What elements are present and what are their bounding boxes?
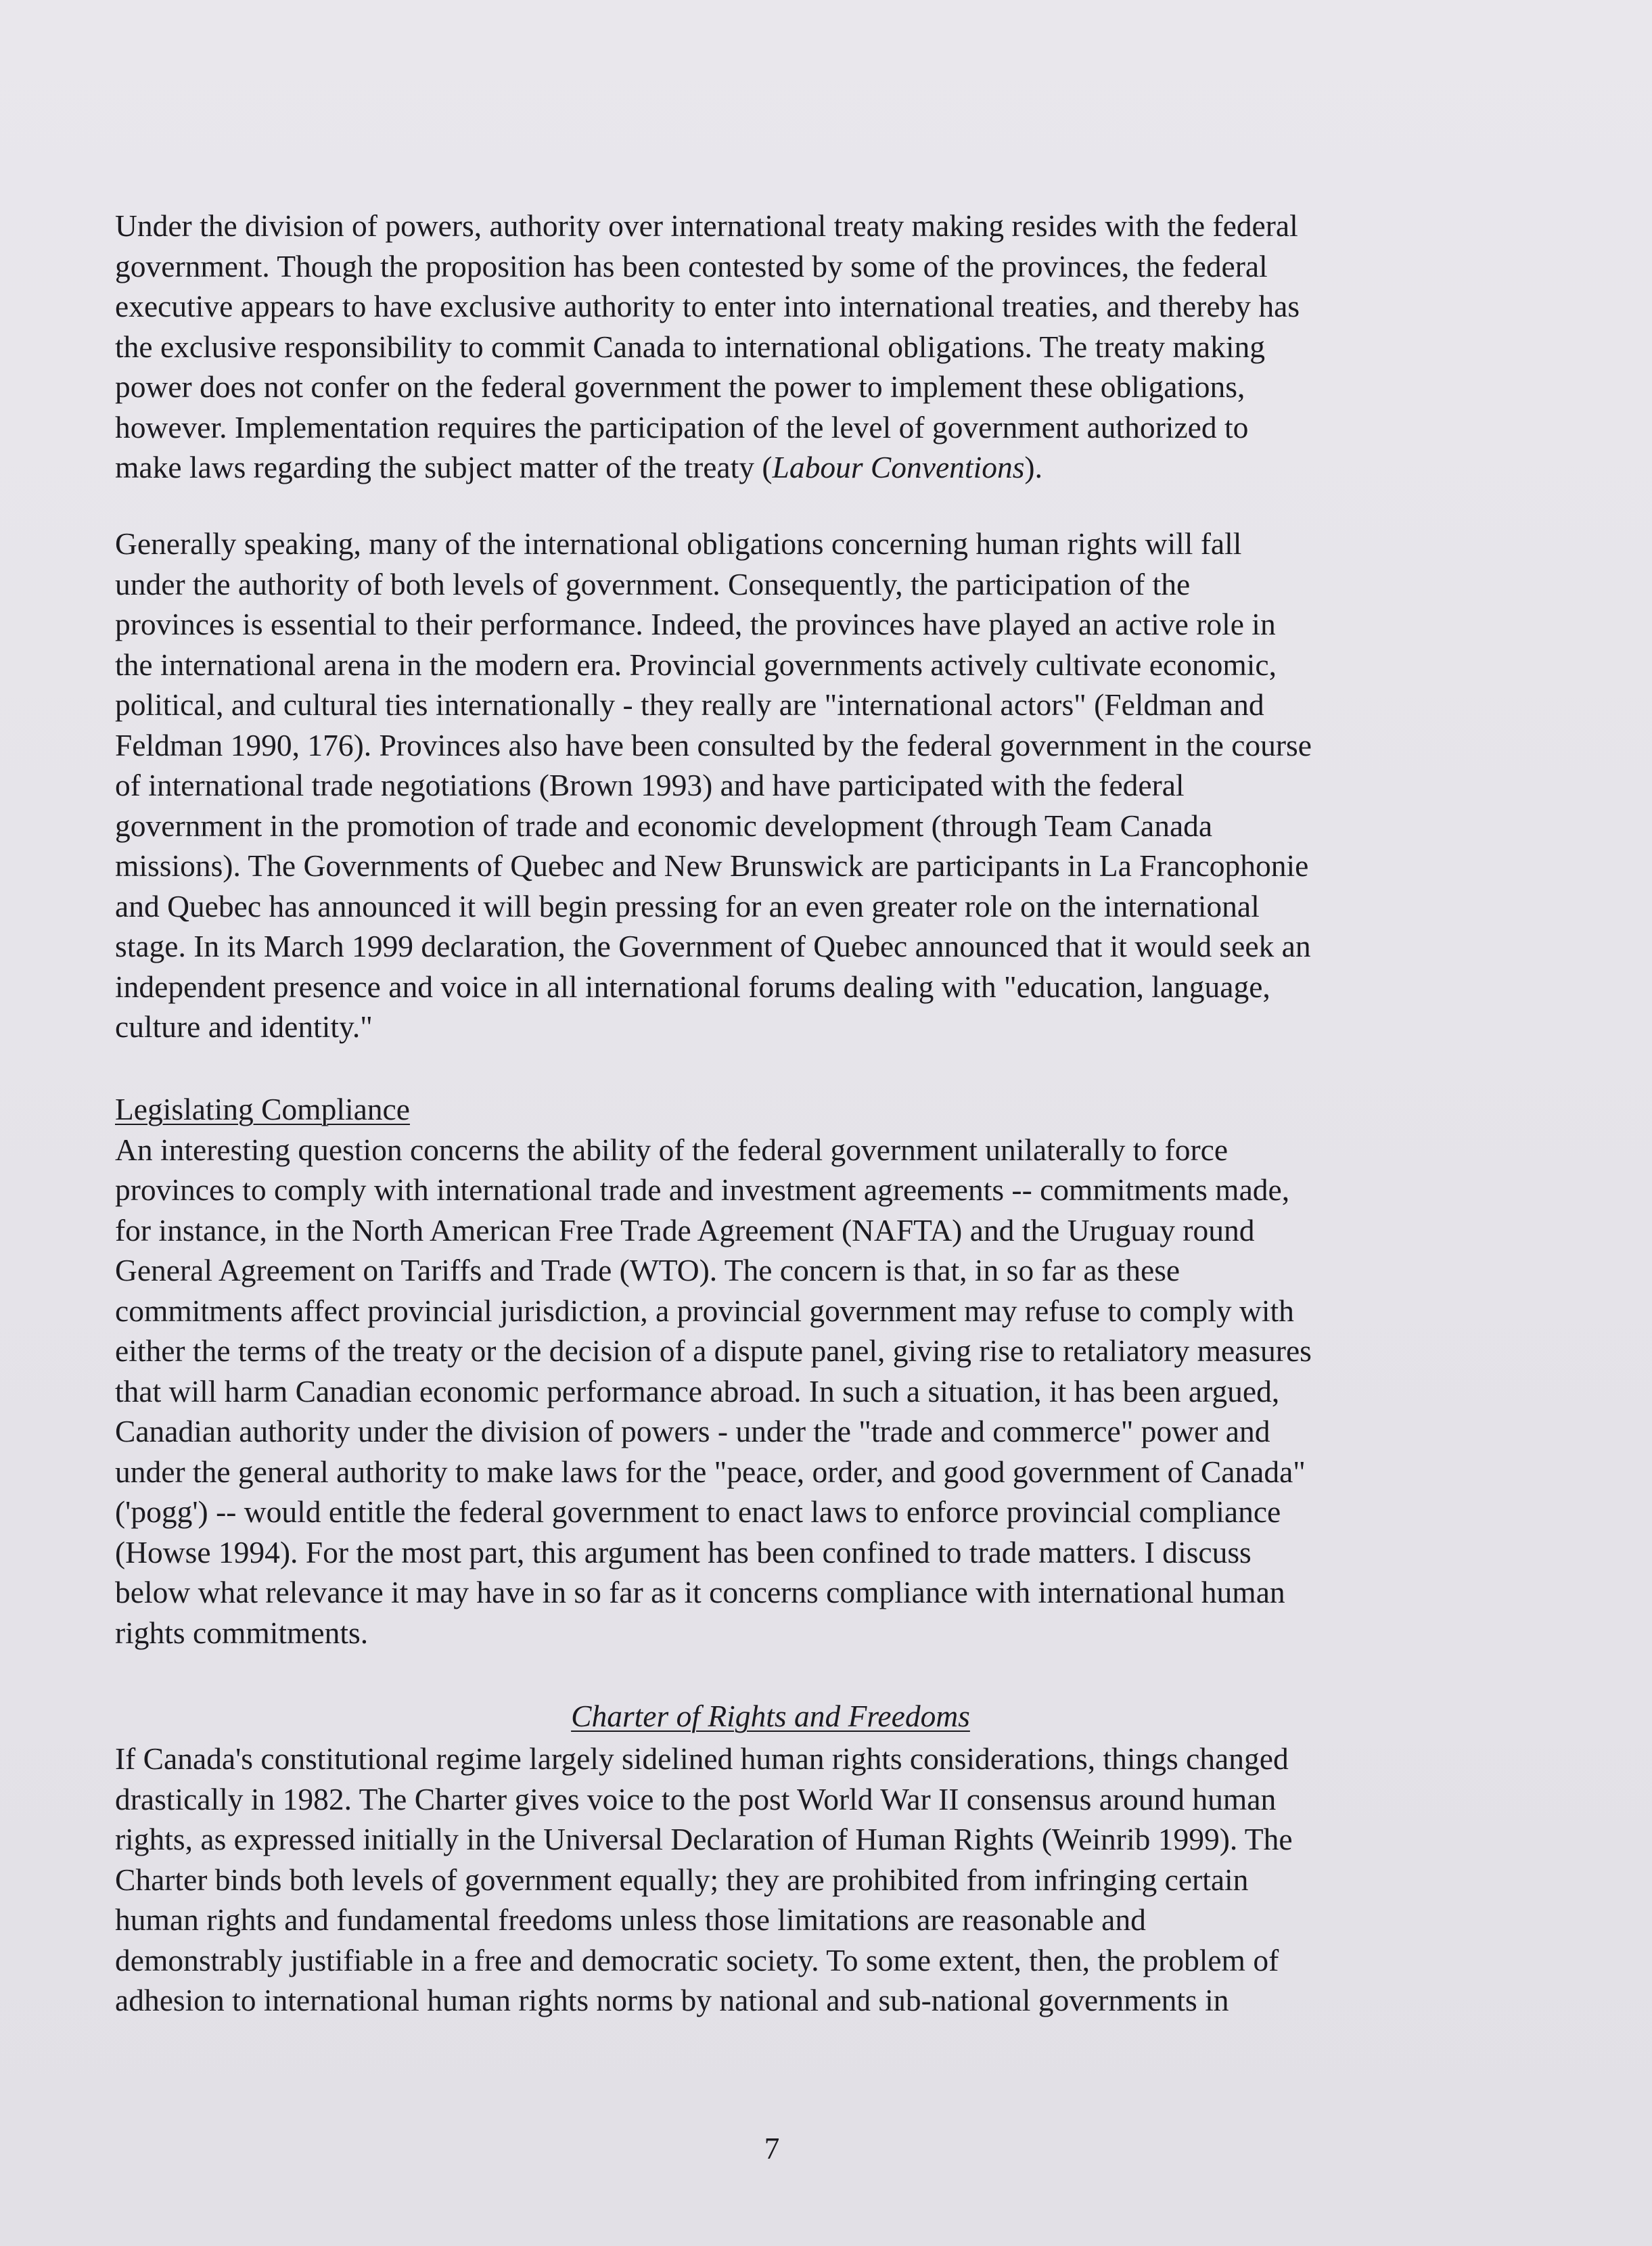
text-line: of international trade negotiations (Brown 1993) and have participated with the federal bbox=[115, 768, 1185, 802]
text-line: human rights and fundamental freedoms unless those limitations are reasonable and bbox=[115, 1902, 1146, 1937]
text-line: provinces to comply with international trade and investment agreements -- commitments made, bbox=[115, 1172, 1290, 1207]
text-line: the international arena in the modern era. Provincial governments actively cultivate economic, bbox=[115, 647, 1277, 682]
text-line: power does not confer on the federal government the power to implement these obligations, bbox=[115, 369, 1245, 404]
text-line: culture and identity." bbox=[115, 1009, 373, 1044]
text-segment: make laws regarding the subject matter of the treaty ( bbox=[115, 450, 773, 484]
text-line: missions). The Governments of Quebec and New Brunswick are participants in La Francophonie bbox=[115, 848, 1309, 883]
text-line: either the terms of the treaty or the decision of a dispute panel, giving rise to retaliatory measures bbox=[115, 1333, 1312, 1368]
text-line: ('pogg') -- would entitle the federal government to enact laws to enforce provincial compliance bbox=[115, 1494, 1281, 1529]
text-line: for instance, in the North American Free Trade Agreement (NAFTA) and the Uruguay round bbox=[115, 1212, 1255, 1247]
section-heading-charter bbox=[0, 1696, 1652, 1737]
case-citation-italic: Labour Conventions bbox=[772, 450, 1025, 484]
text-line: Charter binds both levels of government equally; they are prohibited from infringing certain bbox=[115, 1862, 1249, 1897]
section-heading bbox=[115, 1089, 1482, 1130]
paragraph-charter bbox=[115, 1739, 1482, 2021]
text-line: under the general authority to make laws for the "peace, order, and good government of Canada" bbox=[115, 1454, 1306, 1489]
text-line: provinces is essential to their performance. Indeed, the provinces have played an active role in bbox=[115, 607, 1276, 641]
heading-legislating-compliance: Legislating Compliance bbox=[115, 1092, 410, 1126]
text-line: stage. In its March 1999 declaration, the Government of Quebec announced that it would seek an bbox=[115, 929, 1311, 963]
text-line: General Agreement on Tariffs and Trade (WTO). The concern is that, in so far as these bbox=[115, 1253, 1180, 1287]
text-line: political, and cultural ties internationally - they really are "international actors" (Feldman and bbox=[115, 687, 1264, 722]
text-line: commitments affect provincial jurisdiction, a provincial government may refuse to comply with bbox=[115, 1293, 1294, 1328]
text-line: government in the promotion of trade and economic development (through Team Canada bbox=[115, 808, 1213, 843]
text-line-with-citation bbox=[115, 447, 1482, 488]
text-line: Canadian authority under the division of powers - under the "trade and commerce" power and bbox=[115, 1414, 1270, 1448]
paragraph-treaty-making bbox=[115, 206, 1482, 488]
text-line: under the authority of both levels of government. Consequently, the participation of the bbox=[115, 566, 1191, 601]
paragraph-provinces-role bbox=[115, 524, 1482, 1047]
text-line: and Quebec has announced it will begin pressing for an even greater role on the international bbox=[115, 888, 1260, 923]
text-line: Feldman 1990, 176). Provinces also have been consulted by the federal government in the course bbox=[115, 727, 1312, 762]
text-line: independent presence and voice in all international forums dealing with "education, language, bbox=[115, 969, 1270, 1004]
page-number-text: 7 bbox=[764, 2131, 780, 2165]
heading-charter-of-rights: Charter of Rights and Freedoms bbox=[571, 1699, 970, 1733]
text-line: If Canada's constitutional regime largely sidelined human rights considerations, things changed bbox=[115, 1741, 1289, 1776]
text-line: drastically in 1982. The Charter gives voice to the post World War II consensus around human bbox=[115, 1781, 1277, 1816]
text-line: that will harm Canadian economic performance abroad. In such a situation, it has been argued, bbox=[115, 1373, 1280, 1408]
page-number bbox=[0, 2128, 1652, 2169]
section-legislating-compliance bbox=[115, 1089, 1482, 1653]
text-line: Under the division of powers, authority over international treaty making resides with the federal bbox=[115, 208, 1298, 243]
text-line: rights, as expressed initially in the Universal Declaration of Human Rights (Weinrib 1999). The bbox=[115, 1822, 1293, 1856]
text-line: An interesting question concerns the ability of the federal government unilaterally to force bbox=[115, 1132, 1229, 1167]
text-line: adhesion to international human rights norms by national and sub-national governments in bbox=[115, 1983, 1229, 2017]
text-segment: ). bbox=[1024, 450, 1042, 484]
text-line: however. Implementation requires the participation of the level of government authorized to bbox=[115, 409, 1249, 444]
text-line: Generally speaking, many of the international obligations concerning human rights will fall bbox=[115, 526, 1242, 561]
text-line: demonstrably justifiable in a free and democratic society. To some extent, then, the problem of bbox=[115, 1942, 1279, 1977]
text-line: executive appears to have exclusive authority to enter into international treaties, and thereby has bbox=[115, 289, 1300, 323]
text-line: below what relevance it may have in so far as it concerns compliance with international human bbox=[115, 1575, 1285, 1609]
text-line: government. Though the proposition has been contested by some of the provinces, the federal bbox=[115, 248, 1268, 283]
text-line: the exclusive responsibility to commit Canada to international obligations. The treaty making bbox=[115, 329, 1265, 364]
text-line: rights commitments. bbox=[115, 1615, 369, 1650]
text-line: (Howse 1994). For the most part, this argument has been confined to trade matters. I discuss bbox=[115, 1534, 1252, 1569]
